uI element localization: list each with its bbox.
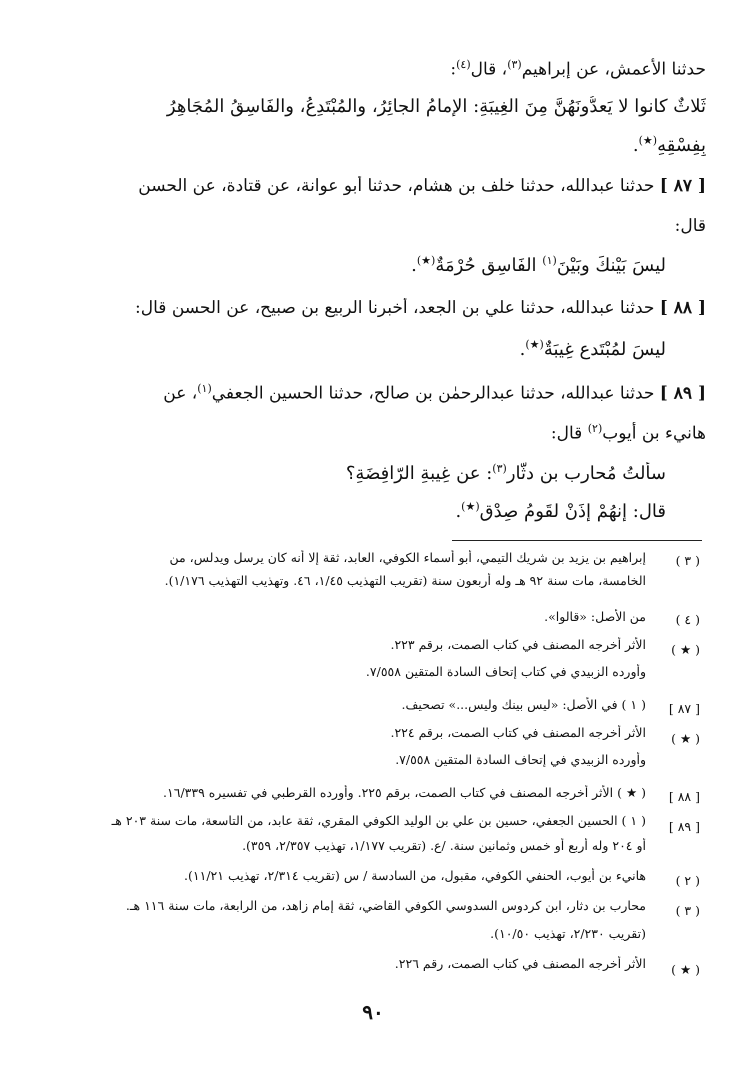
text-line-1 (36, 58, 706, 80)
footnote-number: ( ★ ) (671, 962, 700, 977)
quote-87 (26, 254, 666, 276)
quote-89-answer (26, 500, 666, 522)
footnote-ref: (١) (542, 254, 557, 267)
text-span: . (519, 339, 526, 360)
hadith-88-header (26, 298, 706, 318)
footnote-number: [ ٨٩ ] (668, 819, 700, 834)
hadith-89-header (26, 382, 706, 404)
footnote-number: ( ٢ ) (675, 873, 700, 888)
footnote-ref: (١) (197, 382, 212, 395)
text-span: هانيء بن أيوب (602, 423, 706, 444)
hadith-number: [ ٨٨ ] (659, 298, 706, 318)
footnote-separator (452, 540, 702, 541)
quote-text: سألتُ مُحارب بن دثّار (506, 463, 666, 484)
footnote-number: ( ٣ ) (675, 903, 700, 918)
footnote-text: ( ★ ) الأثر أخرجه المصنف في كتاب الصمت، برقم ٢٢٥. وأورده القرطبي في تفسيره ١٦/٣٣٩. (163, 785, 646, 800)
footnote-ref: (★) (525, 338, 544, 351)
quote-text: قال: إنهُمْ إذَنْ لقَومُ صِدْقٍ (479, 501, 666, 522)
footnote-ref: (★) (638, 134, 658, 147)
hadith-number: [ ٨٩ ] (659, 383, 706, 404)
text-span: حدثنا الأعمش، عن إبراهيم (521, 59, 706, 80)
footnote-text: الخامسة، مات سنة ٩٢ هـ وله أربعون سنة (تقريب التهذيب ١/٤٥، ٤٦. وتهذيب التهذيب ١/١٧٦). (164, 573, 646, 588)
footnote-text: ( ١ ) في الأصل: «ليس بينك وليس...» تصحيف. (401, 697, 646, 712)
text-span: ، قال (470, 59, 508, 80)
text-span: . (632, 135, 639, 156)
quote-text: : عن غِيبةِ الرّافِضَةِ؟ (345, 463, 493, 484)
text-span: ، عن (163, 383, 198, 404)
footnote-ref: (٢) (587, 422, 603, 435)
footnote-text: ( ١ ) الحسين الجعفي، حسين بن علي بن الوليد الكوفي المقري، ثقة عابد، من التاسعة، مات سنة ٢٠٣ هـ (111, 813, 646, 828)
footnote-number: ( ★ ) (671, 642, 700, 657)
footnote-text: وأورده الزبيدي في إتحاف السادة المتقين ٧/٥٥٨. (395, 752, 646, 767)
quote-88 (26, 338, 666, 360)
page-number: ٩٠ (362, 1000, 384, 1024)
footnote-text: الأثر أخرجه المصنف في كتاب الصمت، رقم ٢٢٦. (394, 956, 646, 971)
footnote-number: [ ٨٧ ] (668, 701, 700, 716)
footnote-ref: (★) (416, 254, 436, 267)
text-span: . (455, 501, 462, 522)
footnote-text: الأثر أخرجه المصنف في كتاب الصمت، برقم ٢٢٤. (390, 725, 646, 740)
footnote-text: الأثر أخرجه المصنف في كتاب الصمت، برقم ٢٢٣. (390, 637, 646, 652)
footnote-number: ( ★ ) (671, 731, 700, 746)
isnad-text: حدثنا عبدالله، حدثنا خلف بن هشام، حدثنا أبو عوانة، عن قتادة، عن الحسن (138, 176, 655, 196)
footnote-ref: (٣) (507, 58, 522, 71)
text-span: : (450, 59, 457, 80)
footnote-text: محارب بن دثار، ابن كردوس السدوسي الكوفي القاضي، ثقة إمام زاهد، من الرابعة، مات سنة ١١٦ هـ. (125, 898, 646, 913)
quote-text: ثَلاثٌ كانوا لا يَعدُّونَهُنَّ مِنَ الغِيبَةِ: الإمامُ الجائِرُ، والمُبْتَدِعُ، والفَاسِقُ المُجَاهِرُ (166, 96, 706, 117)
footnote-number: ( ٣ ) (675, 553, 700, 568)
text-line-10 (26, 422, 706, 444)
footnote-number: ( ٤ ) (675, 612, 700, 627)
quote-line-2 (26, 134, 706, 156)
footnote-text: (تقريب ٢/٢٣٠، تهذيب ١٠/٥٠). (490, 926, 646, 941)
hadith-87-header (26, 176, 706, 196)
quote-text: الفَاسِق حُرْمَةٌ (435, 255, 537, 276)
text-span: . (411, 255, 417, 276)
text-span: قال: (674, 216, 706, 236)
quote-text: ليسَ لمُبْتَدعٍ غِيبَةٌ (543, 339, 666, 360)
footnote-number: [ ٨٨ ] (668, 789, 700, 804)
text-line-5 (26, 216, 706, 236)
isnad-text: حدثنا عبدالله، حدثنا علي بن الجعد، أخبرنا الربيع بن صبيح، عن الحسن قال: (135, 298, 655, 318)
isnad-text: حدثنا عبدالله، حدثنا عبدالرحمٰن بن صالح، حدثنا الحسين الجعفي (211, 383, 655, 404)
footnote-text: إبراهيم بن يزيد بن شريك التيمي، أبو أسماء الكوفي، العابد، ثقة إلا أنه كان يرسل ويدلس، من (169, 550, 646, 565)
footnote-ref: (٤) (456, 58, 471, 71)
footnote-text: هانيء بن أيوب، الحنفي الكوفي، مقبول، من السادسة / س (تقريب ٢/٣١٤، تهذيب ١١/٢١). (184, 868, 646, 883)
footnote-text: من الأصل: «قالوا». (544, 609, 646, 624)
hadith-number: [ ٨٧ ] (659, 176, 706, 196)
quote-text: ليسَ بَيْنكَ وبَيْنَ (556, 255, 666, 276)
quote-89-question (26, 462, 666, 484)
quote-line-1 (26, 96, 706, 117)
text-span: قال: (550, 423, 583, 444)
footnote-ref: (٣) (492, 462, 507, 475)
footnote-text: وأورده الزبيدي في كتاب إتحاف السادة المتقين ٧/٥٥٨. (365, 664, 646, 679)
footnote-ref: (★) (461, 500, 480, 513)
quote-text: بِفِسْقِهِ (657, 135, 706, 156)
footnote-text: أو ٢٠٤ وله أربع أو خمس وثمانين سنة. /ع. (تقريب ١/١٧٧، تهذيب ٢/٣٥٧، ٣٥٩). (242, 838, 646, 853)
